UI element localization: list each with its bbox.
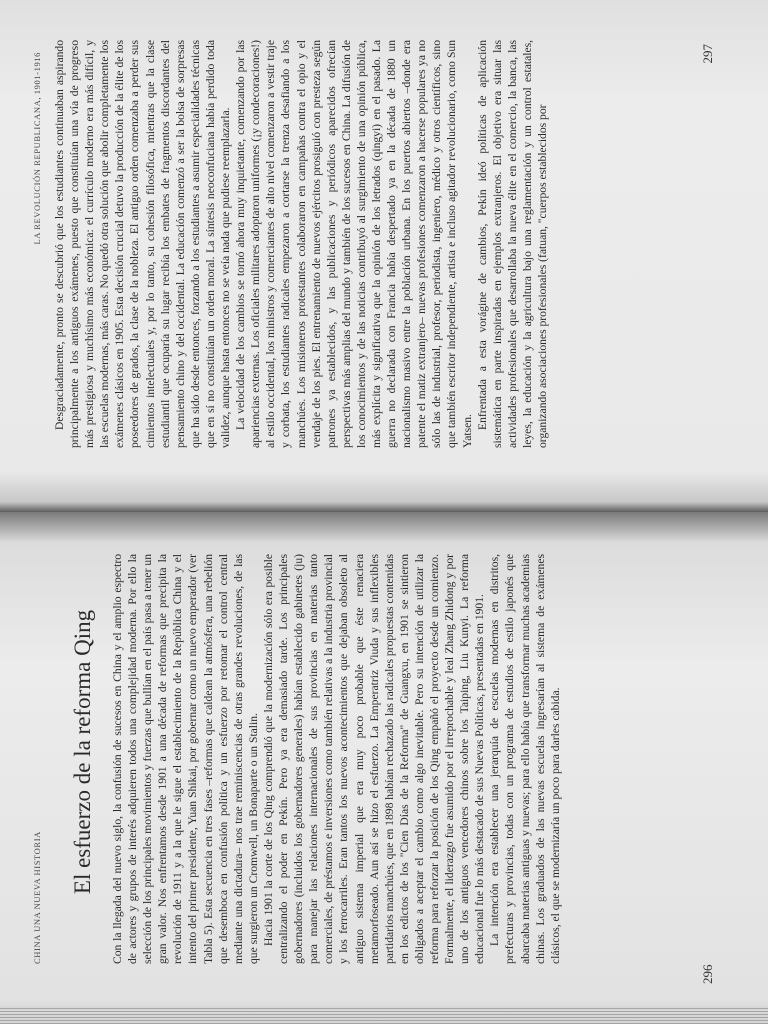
paragraph: Con la llegada del nuevo siglo, la confusión de sucesos en China y el amplio espectro de actores y grupos de interés adquieren todos una complejidad moderna. Por ello la selección de los principales movimientos y fuerzas que bullían en el país pasa a tener un gran valor. Nos enfrentamos desde 1901 a una década de reformas que precipita la revolución de 1911 y a la que le sigue el establecimiento de la República China y el intento del primer presidente, Yuan Shikai, por gobernar como un nuevo emperador (ver Tabla 5). Esta secuencia en tres fases –reformas que caldean la atmósfera, una rebelión que desemboca en confusión política y un esfuerzo por retomar el control central mediante una dictadura– nos trae reminiscencias de otras grandes revoluciones, de las que surgieron un Cromwell, un Bonaparte o un Stalin.: [111, 554, 260, 964]
paragraph: La velocidad de los cambios se tornó ahora muy inquietante, comenzando por las apariencias externas. Los oficiales militares adoptaron uniformes (¡y condecoraciones!) al estilo occidental, los ministros y comerciantes de alto nivel comenzaron a vestir traje y corbata, los estudiantes radicales empezaron a cortarse la trenza desafiando a los manchúes. Los misioneros protestantes colaboraron en campañas contra el opio y el vendaje de los pies. El entrenamiento de nuevos ejércitos prosiguió con presteza según patrones ya establecidos, y las publicaciones y periódicos aparecidos ofrecían perspectivas más amplias del mundo y también de los sucesos en China. La difusión de los conocimientos y de las noticias contribuyó al surgimiento de una opinión pública, más explícita y significativa que la opinión de los letrados (qingyi) en el pasado. La guerra no declarada con Francia había despertado ya en la década de 1880 un nacionalismo masivo entre la población urbana. En los puertos abiertos –donde era patente el matiz extranjero– nuevas profesiones comenzaron a hacerse populares ya no sólo las de industrial, profesor, periodista, ingeniero, médico y otros científicos, sino que también escritor independiente, artista e incluso agitador revolucionario, como Sun Yatsen.: [234, 40, 474, 448]
running-head-left: CHINA UNA NUEVA HISTORIA: [32, 831, 42, 964]
paragraph: La intención era establecer una jerarquía de escuelas modernas en distritos, prefecturas y provincias, todas con un programa de estudios de estilo japonés que abarcaba materias antiguas y nuevas; para ello había que transformar muchas academias chinas. Los graduados de las nuevas escuelas ingresarían al sistema de exámenes clásicos, el que se modernizaría un poco para darles cabida.: [488, 554, 562, 964]
running-head-right: LA REVOLUCIÓN REPUBLICANA, 1901-1916: [32, 52, 42, 245]
chapter-title: El esfuerzo de la reforma Qing: [70, 609, 95, 895]
paragraph: Desgraciadamente, pronto se descubrió que los estudiantes continuaban aspirando principalmente a los antiguos exámenes, puesto que constituían una vía de progreso más prestigiosa y muchísimo más económica: el currículo moderno era más difícil, y las escuelas modernas, más caras. No quedó otra solución que abolir completamente los exámenes clásicos en 1905. Esta decisión crucial detuvo la producción de la élite de los poseedores de grados, la clase de la nobleza. El antiguo orden comenzaba a perder sus cimientos intelectuales y, por lo tanto, su cohesión filosófica, mientras que la clase estudiantil que ocuparía su lugar recibía los embates de fragmentos discordantes del pensamiento chino y del occidental. La educación comenzó a ser la bolsa de sorpresas que ha sido desde entonces, forzando a los estudiantes a asumir especialidades técnicas que en sí no constituían un orden moral. La síntesis neoconfuciana había perdido toda validez, aunque hasta entonces no se veía nada que pudiese reemplazarla.: [53, 40, 233, 448]
right-body-text: [52, 40, 550, 448]
left-body-text: [110, 554, 563, 964]
page-number-right: 297: [700, 44, 715, 64]
paragraph: Hacia 1901 la corte de los Qing comprendió que la modernización sólo era posible centralizando el poder en Pekín. Pero ya era demasiado tarde. Los principales gobernadores (incluidos los gobernadores generales) habían establecido gabinetes (ju) para manejar las relaciones internacionales de sus provincias en materias tanto comerciales, de préstamos e inversiones como también relativas a la industria provincial y los ferrocarriles. Eran tantos los nuevos acontecimientos que dejaban obsoleto al antiguo sistema imperial que era muy poco probable que éste renaciera metamorfoseado. Aun así se hizo el esfuerzo. La Emperatriz Viuda y sus inflexibles partidarios manchúes, que en 1898 habían rechazado las radicales propuestas contenidas en los edictos de los "Cien Días de la Reforma" de Guangxu, en 1901 se sintieron obligados a aceptar el cambio como algo inevitable. Pero su intención de utilizar la reforma para reforzar la posición de los Qing empañó el proyecto desde un comienzo. Formalmente, el liderazgo fue asumido por el irreprochable y leal Zhang Zhidong y por uno de los antiguos vencedores chinos sobre los Taiping, Liu Kunyi. La reforma educacional fue lo más destacado de sus Nuevas Políticas, presentadas en 1901.: [261, 554, 487, 964]
left-page: [0, 512, 768, 1024]
paragraph: Enfrentada a esta vorágine de cambios, Pekín ideó políticas de aplicación sistemática en parte inspiradas en ejemplos extranjeros. El objetivo era situar las actividades profesionales que desarrollaba la nueva élite en el comercio, la banca, las leyes, la educación y la agricultura bajo una reglamentación y un control estatales, organizando asociaciones profesionales (fatuan, "cuerpos establecidos por: [475, 40, 549, 448]
page-number-left: 296: [700, 964, 715, 984]
page-edge-stack: [0, 1006, 768, 1024]
